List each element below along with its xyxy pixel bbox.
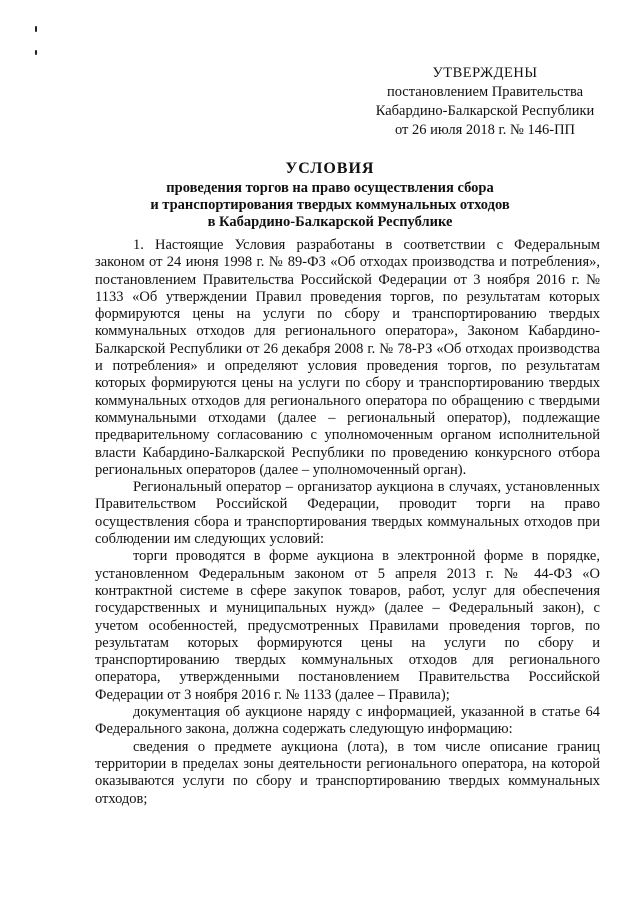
paragraph: Региональный оператор – организатор аукциона в случаях, установленных Правительством Российской Федерации, проводит торги на право осуществления сбора и транспортирования твердых коммунальных отходов при соблюдении им следующих условий: — [95, 479, 600, 548]
paragraph: 1. Настоящие Условия разработаны в соответствии с Федеральным законом от 24 июня 1998 г. № 89-ФЗ «Об отходах производства и потребления», постановлением Правительства Российской Федерации от 3 ноября 2016 г. № 1133 «Об утверждении Правил проведения торгов, по результатам которых формируются цены на услуги по сбору и транспортированию твердых коммунальных отходов для регионального оператора», Законом Кабардино-Балкарской Республики от 26 декабря 2008 г. № 78-РЗ «Об отходах производства и потребления» и определяют условия проведения торгов, по результатам которых формируются цены на услуги по сбору и транспортированию твердых коммунальных отходов для регионального оператора по обращению с твердыми коммунальными отходами (далее – региональный оператор), подлежащие предварительному согласованию с уполномоченным органом исполнительной власти Кабардино-Балкарской Республики по проведению конкурсного отбора региональных операторов (далее – уполномоченный орган). — [95, 237, 600, 478]
paragraph: сведения о предмете аукциона (лота), в том числе описание границ территории в пределах зоны деятельности регионального оператора, на которой оказываются услуги по сбору и транспортированию твердых коммунальных отходов; — [95, 738, 600, 807]
approval-block — [340, 64, 630, 140]
approval-line: от 26 июля 2018 г. № 146-ПП — [394, 122, 576, 138]
scan-mark — [35, 26, 37, 32]
scan-mark — [35, 50, 37, 55]
title-subtitle-line: в Кабардино-Балкарской Республике — [207, 214, 453, 230]
title-subtitle-line: и транспортирования твердых коммунальных отходов — [150, 197, 510, 213]
paragraph: документация об аукционе наряду с информацией, указанной в статье 64 Федерального закона, должна содержать следующую информацию: — [95, 704, 600, 738]
approval-line: Кабардино-Балкарской Республики — [375, 103, 595, 119]
paragraph: торги проводятся в форме аукциона в электронной форме в порядке, установленном Федеральным законом от 5 апреля 2013 г. № 44-ФЗ «О контрактной системе в сфере закупок товаров, работ, услуг для обеспечения государственных и муниципальных нужд» (далее – Федеральный закон), с учетом особенностей, предусмотренных Правилами проведения торгов, по результатам которых формируются цены на услуги по сбору и транспортированию твердых коммунальных отходов для регионального оператора, утвержденными постановлением Правительства Российской Федерации от 3 ноября 2016 г. № 1133 (далее – Правила); — [95, 548, 600, 703]
document-body — [95, 237, 600, 808]
title-main: УСЛОВИЯ — [285, 160, 375, 177]
approval-line: постановлением Правительства — [386, 84, 584, 100]
approval-heading: УТВЕРЖДЕНЫ — [432, 65, 538, 81]
title-subtitle-line: проведения торгов на право осуществления сбора — [166, 180, 494, 196]
document-title — [100, 158, 560, 231]
